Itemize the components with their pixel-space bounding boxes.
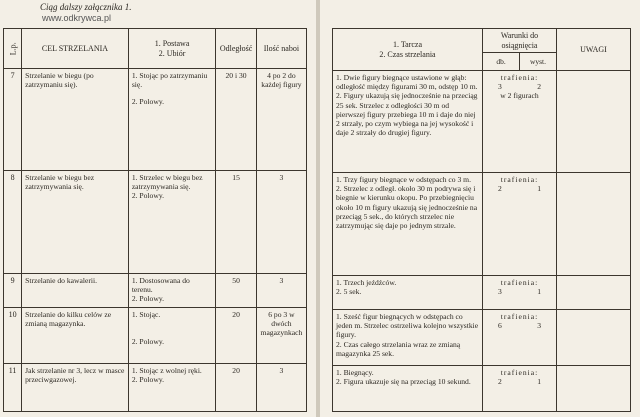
right-table [332, 28, 631, 412]
table-row: 7 Strzelanie w biegu (po zatrzymaniu się). 1. Stojąc po zatrzymaniu się. 2. Polowy. 20 i 30 4 po 2 do każdej figury [4, 69, 307, 171]
left-table [3, 28, 307, 412]
table-row: 10 Strzelanie do kilku celów ze zmianą magazynka. 1. Stojąc. 2. Polowy. 20 6 po 3 w dwóch magazynkach [4, 308, 307, 364]
col-uwagi: UWAGI [557, 29, 631, 71]
left-header-row [4, 29, 307, 69]
col-lp: L.p. [4, 29, 22, 69]
col-ilosc: Ilość naboi [256, 29, 306, 69]
table-row: 9 Strzelanie do kawalerii. 1. Dostosowana do terenu. 2. Polowy. 50 3 [4, 274, 307, 308]
table-row: 1. Sześć figur biegnących w odstępach co jeden m. Strzelec ostrzeliwa kolejno wszystkie figury. 2. Czas całego strzelania wraz ze zmianą magazynka 25 sek. trafienia: 6 3 [333, 310, 631, 366]
right-header-row [333, 29, 631, 53]
col-warunki: Warunki do osiągnięcia [483, 29, 557, 53]
table-row: 1. Biegnący. 2. Figura ukazuje się na przeciąg 10 sekund. trafienia: 2 1 [333, 366, 631, 412]
page-header: Ciąg dalszy załącznika 1. [40, 2, 132, 12]
col-tarcza: 1. Tarcza 2. Czas strzelania [333, 29, 483, 71]
right-page [320, 0, 640, 417]
col-wyst: wyst. [520, 53, 557, 71]
watermark: www.odkrywca.pl [42, 13, 112, 23]
col-cel: CEL STRZELANIA [22, 29, 129, 69]
col-postawa: 1. Postawa 2. Ubiór [128, 29, 215, 69]
col-db: db. [483, 53, 520, 71]
left-page [0, 0, 316, 417]
col-odleglosc: Odległość [216, 29, 257, 69]
table-row: 8 Strzelanie w biegu bez zatrzymywania się. 1. Strzelec w biegu bez zatrzymywania się. 2. Polowy. 15 3 [4, 171, 307, 274]
table-row: 1. Trzy figury biegnące w odstępach co 3 m. 2. Strzelec z odległ. około 30 m podrywa się i biegnie w kierunku okopu. Po przebiegnięciu około 10 m figury ukazują się jednocześnie na przeciąg 5 sek., do których strzelec nie zatrzymując się daje po jednym strzale. trafienia: 2 1 [333, 173, 631, 276]
table-row: 11 Jak strzelanie nr 3, lecz w masce przeciwgazowej. 1. Stojąc z wolnej ręki. 2. Polowy. 20 3 [4, 364, 307, 412]
table-row: 1. Trzech jeźdźców. 2. 5 sek. trafienia: 3 1 [333, 276, 631, 310]
table-row: 1. Dwie figury biegnące ustawione w głąb: odległość między figurami 30 m, odstęp 10 m. 2. Figury ukazują się jednocześnie na przeciąg 25 sek. Strzelec z odległości 30 m od pierwszej figury przebiega 10 m i daje do niej 2 strzały, po czym wybiega na jej wysokość i daje 2 strzały do drugiej figury. trafienia: 3 2 w 2 figurach [333, 71, 631, 173]
